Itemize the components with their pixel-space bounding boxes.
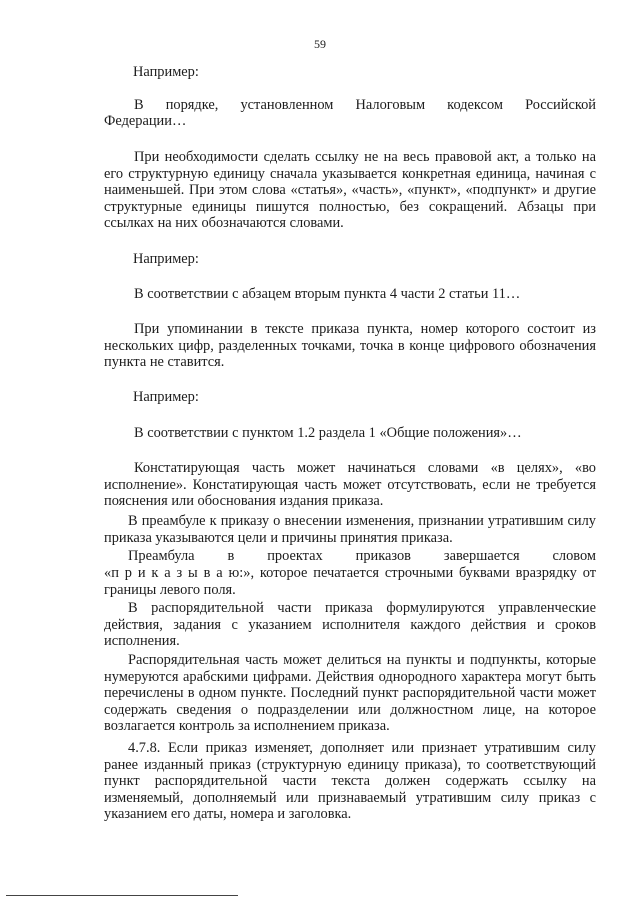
- paragraph-points-subpoints: Распорядительная часть может делиться на пункты и подпункты, которые нумеруются арабскими цифрами. Действия однородного характера могут быть перечислены в одном пункте. Последний пункт распорядительной части может содержать сведения о подразделении или должностном лице, на которое возлагается контроль за исполнением приказа.: [104, 652, 596, 734]
- paragraph-directive-part: В распорядительной части приказа формулируются управленческие действия, задания с указанием исполнителя каждого действия и сроков исполнения.: [104, 600, 596, 649]
- example-label-1: Например:: [133, 64, 199, 80]
- paragraph-structural-references: При необходимости сделать ссылку не на весь правовой акт, а только на его структурную единицу сначала указывается конкретная единица, начиная с наименьшей. При этом слова «статья», «часть», «пункт», «подпункт» и другие структурные единицы пишутся полностью, без сокращений. Абзацы при ссылках на них обозначаются словами.: [104, 149, 596, 231]
- paragraph-preamble-ending-line-2: «п р и к а з ы в а ю:», которое печатается строчными буквами вразрядку от границы левого поля.: [104, 565, 596, 598]
- page-number: 59: [314, 37, 326, 51]
- example-label-2: Например:: [133, 251, 199, 267]
- footnote-separator: [6, 895, 238, 896]
- example-quote-2: В соответствии с абзацем вторым пункта 4 части 2 статьи 11…: [134, 286, 521, 302]
- paragraph-preamble-ending-line-1: Преамбула в проектах приказов завершается словом: [128, 548, 596, 564]
- example-label-3: Например:: [133, 389, 199, 405]
- paragraph-4-7-8: 4.7.8. Если приказ изменяет, дополняет или признает утратившим силу ранее изданный приказ (структурную единицу приказа), то соответствующий пункт распорядительной части текста должен содержать ссылку на изменяемый, дополняемый или признаваемый утратившим силу приказ с указанием его даты, номера и заголовка.: [104, 740, 596, 822]
- paragraph-point-numbering: При упоминании в тексте приказа пункта, номер которого состоит из нескольких цифр, разделенных точками, точка в конце цифрового обозначения пункта не ставится.: [104, 321, 596, 370]
- example-quote-1-line-1: В порядке, установленном Налоговым кодексом Российской: [134, 97, 596, 113]
- example-quote-1-line-2: Федерации…: [104, 113, 187, 129]
- example-quote-3: В соответствии с пунктом 1.2 раздела 1 «Общие положения»…: [134, 425, 522, 441]
- paragraph-preamble: В преамбуле к приказу о внесении изменения, признании утратившим силу приказа указываются цели и причины принятия приказа.: [104, 513, 596, 546]
- paragraph-stating-part: Констатирующая часть может начинаться словами «в целях», «во исполнение». Констатирующая часть может отсутствовать, если не требуется пояснения или обоснования издания приказа.: [104, 460, 596, 509]
